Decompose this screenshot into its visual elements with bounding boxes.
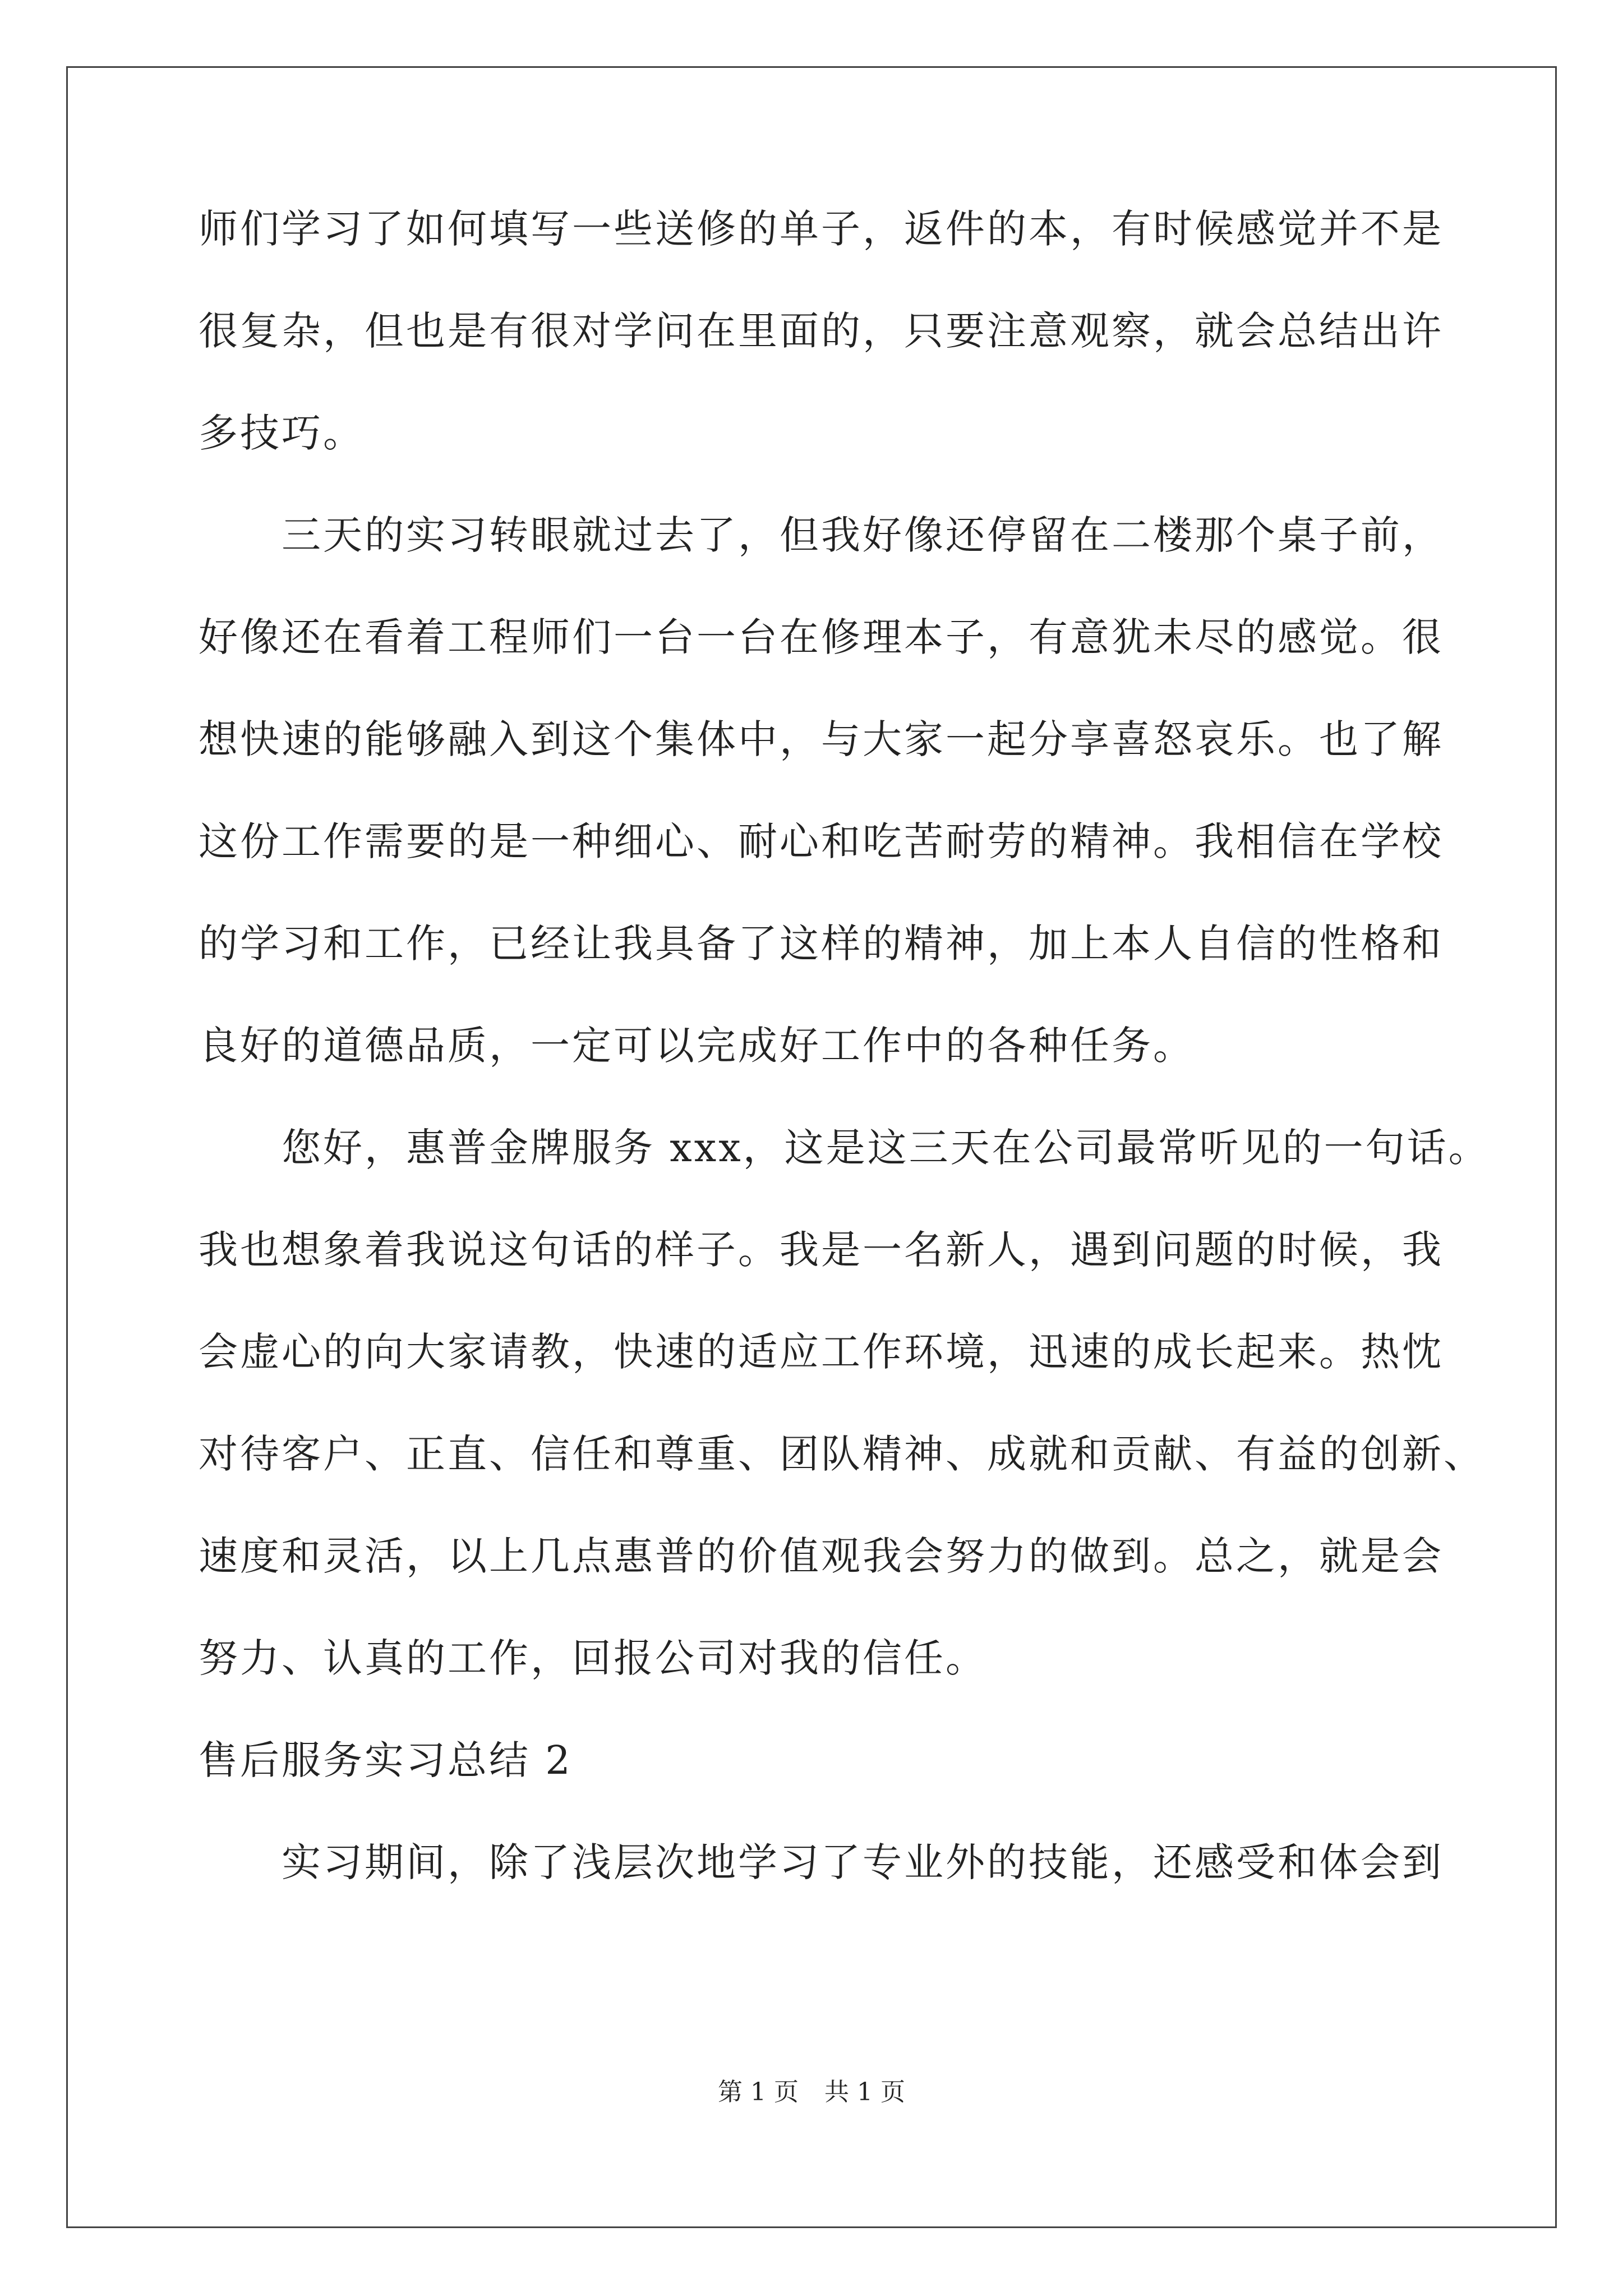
paragraph-line: 这份工作需要的是一种细心、耐心和吃苦耐劳的精神。我相信在学校 — [199, 818, 1444, 864]
paragraph-line: 实习期间，除了浅层次地学习了专业外的技能，还感受和体会到 — [282, 1839, 1444, 1885]
section-heading: 售后服务实习总结 2 — [199, 1737, 573, 1783]
paragraph-line: 多技巧。 — [199, 410, 365, 456]
paragraph-line: 会虚心的向大家请教，快速的适应工作环境，迅速的成长起来。热忱 — [199, 1329, 1444, 1375]
paragraph-line: 好像还在看着工程师们一台一台在修理本子，有意犹未尽的感觉。很 — [199, 614, 1444, 660]
paragraph-line: 的学习和工作，已经让我具备了这样的精神，加上本人自信的性格和 — [199, 921, 1444, 967]
paragraph-line: 速度和灵活，以上几点惠普的价值观我会努力的做到。总之，就是会 — [199, 1533, 1444, 1579]
paragraph-line: 您好，惠普金牌服务 xxx，这是这三天在公司最常听见的一句话。 — [282, 1125, 1490, 1171]
paragraph-line: 师们学习了如何填写一些送修的单子，返件的本，有时候感觉并不是 — [199, 206, 1444, 252]
paragraph-line: 很复杂，但也是有很对学问在里面的，只要注意观察，就会总结出许 — [199, 308, 1444, 354]
paragraph-line: 想快速的能够融入到这个集体中，与大家一起分享喜怒哀乐。也了解 — [199, 716, 1444, 762]
page-total: 共 1 页 — [824, 2078, 905, 2106]
paragraph-line: 三天的实习转眼就过去了，但我好像还停留在二楼那个桌子前， — [282, 512, 1444, 558]
paragraph-line: 对待客户、正直、信任和尊重、团队精神、成就和贡献、有益的创新、 — [199, 1431, 1485, 1477]
paragraph-line: 良好的道德品质，一定可以完成好工作中的各种任务。 — [199, 1023, 1195, 1069]
page-footer — [0, 2076, 1623, 2109]
paragraph-line: 努力、认真的工作，回报公司对我的信任。 — [199, 1635, 987, 1681]
page-number: 第 1 页 — [718, 2078, 799, 2106]
paragraph-line: 我也想象着我说这句话的样子。我是一名新人，遇到问题的时候，我 — [199, 1227, 1444, 1273]
